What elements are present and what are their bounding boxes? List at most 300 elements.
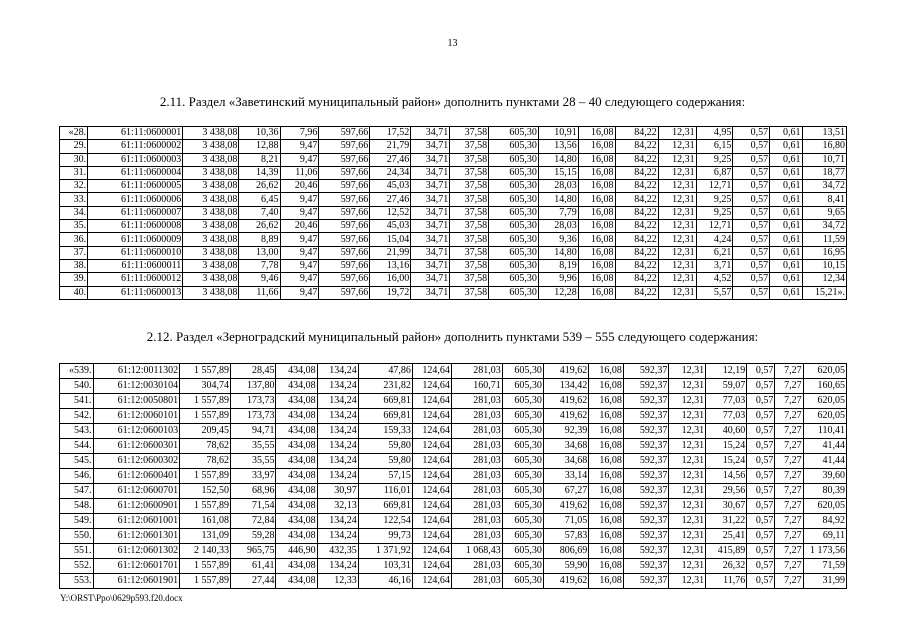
table-cell: 61,41 <box>231 559 276 574</box>
table-cell: 13,56 <box>538 140 578 153</box>
table-cell: 434,08 <box>276 394 317 409</box>
table-cell: 12,31 <box>669 379 706 394</box>
table-cell: 37,58 <box>450 286 489 299</box>
table-cell: 20,46 <box>280 220 319 233</box>
table-cell: 0,57 <box>747 499 775 514</box>
table-cell: 549. <box>60 514 94 529</box>
table-cell: 12,52 <box>370 206 411 219</box>
table-cell: 0,57 <box>747 454 775 469</box>
table-cell: 0,61 <box>770 180 802 193</box>
table-cell: 12,71 <box>696 180 733 193</box>
table-cell: 80,39 <box>803 484 846 499</box>
table-cell: 47,86 <box>358 364 412 379</box>
table-cell: 10,15 <box>802 259 846 272</box>
table-cell: 542. <box>60 409 94 424</box>
table-cell: 3 438,08 <box>183 273 239 286</box>
table-cell: 1 557,89 <box>180 364 231 379</box>
table-cell: 16,08 <box>589 439 624 454</box>
table-cell: 0,57 <box>733 153 770 166</box>
table-cell: 84,22 <box>615 246 658 259</box>
table-cell: 45,03 <box>370 180 411 193</box>
table-cell: 61:11:0600004 <box>88 166 183 179</box>
table-cell: 9,46 <box>239 273 280 286</box>
table-cell: 72,84 <box>231 514 276 529</box>
table-cell: 281,03 <box>451 514 502 529</box>
table-cell: 124,64 <box>412 364 451 379</box>
table-cell: 0,57 <box>733 180 770 193</box>
table-cell: 30,97 <box>317 484 358 499</box>
table-cell: 137,80 <box>231 379 276 394</box>
table-cell: 84,22 <box>615 273 658 286</box>
table-cell: 434,08 <box>276 469 317 484</box>
table-row <box>60 394 847 409</box>
table-cell: 27,44 <box>231 574 276 589</box>
table-cell: 34,71 <box>411 180 450 193</box>
table-cell: 12,31 <box>669 574 706 589</box>
table-cell: 16,08 <box>589 424 624 439</box>
table-cell: 35,55 <box>231 439 276 454</box>
table-cell: 2 140,33 <box>180 544 231 559</box>
table-cell: 12,31 <box>669 394 706 409</box>
table-cell: 965,75 <box>231 544 276 559</box>
table-cell: 0,57 <box>747 574 775 589</box>
table-cell: 12,31 <box>658 127 696 140</box>
table-cell: 12,31 <box>669 364 706 379</box>
table-cell: 16,08 <box>578 246 615 259</box>
table-cell: 7,27 <box>775 469 803 484</box>
table-cell: 605,30 <box>502 364 543 379</box>
table-cell: 6,87 <box>696 166 733 179</box>
table-cell: 605,30 <box>489 233 539 246</box>
table-cell: 597,66 <box>319 166 370 179</box>
table-cell: 9,25 <box>696 153 733 166</box>
table-row <box>60 193 847 206</box>
table-cell: 84,22 <box>615 180 658 193</box>
table-cell: 605,30 <box>502 379 543 394</box>
table-cell: 16,08 <box>578 193 615 206</box>
table-cell: 281,03 <box>451 574 502 589</box>
table-cell: 597,66 <box>319 140 370 153</box>
table-cell: 546. <box>60 469 94 484</box>
table-cell: 124,64 <box>412 439 451 454</box>
table-cell: 61:11:0600011 <box>88 259 183 272</box>
table-cell: 61:11:0600006 <box>88 193 183 206</box>
table-cell: 78,62 <box>180 454 231 469</box>
table-cell: 0,57 <box>733 206 770 219</box>
table-cell: 35,55 <box>231 454 276 469</box>
table-cell: 419,62 <box>543 574 588 589</box>
table-cell: 61:12:0600901 <box>93 499 180 514</box>
table-cell: 116,01 <box>358 484 412 499</box>
table-cell: 61:11:0600005 <box>88 180 183 193</box>
table-row <box>60 166 847 179</box>
table-cell: 9,47 <box>280 153 319 166</box>
table-cell: 61:12:0600103 <box>93 424 180 439</box>
table-cell: 61:11:0600001 <box>88 127 183 140</box>
table-cell: 16,08 <box>578 273 615 286</box>
table-cell: 12,19 <box>706 364 747 379</box>
table-cell: 1 557,89 <box>180 574 231 589</box>
table-cell: 12,33 <box>317 574 358 589</box>
table-cell: 605,30 <box>502 499 543 514</box>
table-cell: 134,24 <box>317 364 358 379</box>
table-cell: 134,24 <box>317 529 358 544</box>
table-cell: 78,62 <box>180 439 231 454</box>
table-cell: 12,31 <box>658 180 696 193</box>
table-cell: 14,56 <box>706 469 747 484</box>
table-cell: 10,36 <box>239 127 280 140</box>
table-cell: 9,96 <box>538 273 578 286</box>
table-cell: 281,03 <box>451 559 502 574</box>
table-cell: 605,30 <box>489 140 539 153</box>
table-cell: 605,30 <box>502 484 543 499</box>
table-cell: 131,09 <box>180 529 231 544</box>
table-cell: 124,64 <box>412 529 451 544</box>
table-cell: 34,72 <box>802 220 846 233</box>
table-cell: 3,71 <box>696 259 733 272</box>
table-cell: 1 557,89 <box>180 394 231 409</box>
table-cell: 0,57 <box>747 439 775 454</box>
table-cell: 0,57 <box>733 246 770 259</box>
table-cell: 61:11:0600012 <box>88 273 183 286</box>
table-cell: 552. <box>60 559 94 574</box>
table-cell: «28. <box>60 127 88 140</box>
table-cell: 59,07 <box>706 379 747 394</box>
table-cell: 3 438,08 <box>183 286 239 299</box>
table-cell: 124,64 <box>412 559 451 574</box>
table-cell: 34,72 <box>802 180 846 193</box>
table-cell: 7,27 <box>775 379 803 394</box>
table-cell: 281,03 <box>451 499 502 514</box>
table-cell: 16,08 <box>589 394 624 409</box>
table-cell: 84,22 <box>615 220 658 233</box>
table-cell: 419,62 <box>543 409 588 424</box>
table-cell: 57,15 <box>358 469 412 484</box>
table-cell: 620,05 <box>803 364 846 379</box>
table-cell: 94,71 <box>231 424 276 439</box>
table-cell: 27,46 <box>370 193 411 206</box>
table-cell: 7,27 <box>775 529 803 544</box>
table-cell: 8,89 <box>239 233 280 246</box>
table-cell: 15,24 <box>706 454 747 469</box>
table-cell: 59,80 <box>358 454 412 469</box>
page-number: 13 <box>447 38 458 49</box>
table-cell: 124,64 <box>412 574 451 589</box>
table-cell: 77,03 <box>706 394 747 409</box>
table-cell: 61:12:0011302 <box>93 364 180 379</box>
table-cell: 29,56 <box>706 484 747 499</box>
table-cell: 37,58 <box>450 273 489 286</box>
table-cell: 12,34 <box>802 273 846 286</box>
table-cell: 12,31 <box>669 439 706 454</box>
table-cell: 12,31 <box>658 153 696 166</box>
table-cell: 209,45 <box>180 424 231 439</box>
table-cell: 592,37 <box>623 484 668 499</box>
table-row <box>60 206 847 219</box>
table-cell: 71,59 <box>803 559 846 574</box>
table-cell: 0,61 <box>770 206 802 219</box>
table-cell: 32. <box>60 180 88 193</box>
table-cell: 45,03 <box>370 220 411 233</box>
table-cell: 16,08 <box>578 286 615 299</box>
table-cell: 0,57 <box>733 193 770 206</box>
table-cell: 11,66 <box>239 286 280 299</box>
table-cell: 14,80 <box>538 153 578 166</box>
table-cell: 806,69 <box>543 544 588 559</box>
table-cell: 30,67 <box>706 499 747 514</box>
table-cell: 34,71 <box>411 193 450 206</box>
table-cell: 434,08 <box>276 574 317 589</box>
table-cell: 605,30 <box>502 439 543 454</box>
table-cell: 124,64 <box>412 469 451 484</box>
table-cell: 0,57 <box>747 469 775 484</box>
table-cell: 434,08 <box>276 514 317 529</box>
table-cell: 124,64 <box>412 484 451 499</box>
table-cell: 160,71 <box>451 379 502 394</box>
table-cell: 15,21». <box>802 286 846 299</box>
table-cell: 3 438,08 <box>183 140 239 153</box>
table-cell: 84,22 <box>615 166 658 179</box>
table-cell: 1 557,89 <box>180 499 231 514</box>
table-cell: 134,24 <box>317 469 358 484</box>
table-cell: 31. <box>60 166 88 179</box>
table-cell: 33,97 <box>231 469 276 484</box>
table-cell: 12,28 <box>538 286 578 299</box>
table-cell: 16,08 <box>578 233 615 246</box>
table-cell: 16,80 <box>802 140 846 153</box>
table-cell: 446,90 <box>276 544 317 559</box>
table-cell: 11,06 <box>280 166 319 179</box>
table-cell: 605,30 <box>489 127 539 140</box>
table-row <box>60 180 847 193</box>
table-cell: 605,30 <box>502 409 543 424</box>
table-row <box>60 286 847 299</box>
table-cell: 3 438,08 <box>183 259 239 272</box>
table-cell: 605,30 <box>502 544 543 559</box>
table-cell: 39. <box>60 273 88 286</box>
table-cell: 16,08 <box>589 514 624 529</box>
table-cell: 0,57 <box>747 364 775 379</box>
table-cell: 669,81 <box>358 394 412 409</box>
table-cell: 61:12:0600302 <box>93 454 180 469</box>
table-cell: 9,36 <box>538 233 578 246</box>
table-cell: 0,57 <box>747 559 775 574</box>
table-cell: 34,71 <box>411 127 450 140</box>
table-cell: 122,54 <box>358 514 412 529</box>
table-cell: 134,24 <box>317 514 358 529</box>
file-path-footer: Y:\ORST\Ppo\0629p593.f20.docx <box>60 593 183 603</box>
table-cell: 32,13 <box>317 499 358 514</box>
table-cell: 10,91 <box>538 127 578 140</box>
table-cell: 7,27 <box>775 559 803 574</box>
table-row <box>60 439 847 454</box>
table-row <box>60 379 847 394</box>
table-cell: 12,31 <box>669 544 706 559</box>
table-cell: 173,73 <box>231 394 276 409</box>
table-row <box>60 499 847 514</box>
table-cell: 605,30 <box>489 193 539 206</box>
table-cell: 12,31 <box>658 193 696 206</box>
table-cell: 7,78 <box>239 259 280 272</box>
table-cell: 31,22 <box>706 514 747 529</box>
table-cell: 34,71 <box>411 153 450 166</box>
table-cell: 597,66 <box>319 259 370 272</box>
table-cell: 0,57 <box>733 233 770 246</box>
table-cell: 17,52 <box>370 127 411 140</box>
table-cell: 0,57 <box>733 273 770 286</box>
table-cell: 605,30 <box>489 220 539 233</box>
table-row <box>60 514 847 529</box>
table-cell: 592,37 <box>623 529 668 544</box>
table-cell: 281,03 <box>451 529 502 544</box>
table-cell: 152,50 <box>180 484 231 499</box>
table-cell: 419,62 <box>543 394 588 409</box>
table-cell: 3 438,08 <box>183 233 239 246</box>
table-cell: 0,57 <box>733 286 770 299</box>
table-cell: 592,37 <box>623 439 668 454</box>
table-cell: 0,57 <box>747 529 775 544</box>
table-cell: 71,05 <box>543 514 588 529</box>
table-cell: 9,47 <box>280 273 319 286</box>
table-cell: 605,30 <box>489 286 539 299</box>
table-cell: 281,03 <box>451 454 502 469</box>
table-cell: 61:12:0600301 <box>93 439 180 454</box>
table-cell: 38. <box>60 259 88 272</box>
table-cell: 0,57 <box>733 220 770 233</box>
table-cell: 59,80 <box>358 439 412 454</box>
table-cell: 434,08 <box>276 364 317 379</box>
table-cell: 3 438,08 <box>183 180 239 193</box>
table-cell: 37,58 <box>450 193 489 206</box>
table-cell: 551. <box>60 544 94 559</box>
table-row <box>60 246 847 259</box>
table-row <box>60 409 847 424</box>
table-cell: 61:12:0050801 <box>93 394 180 409</box>
table-cell: 6,21 <box>696 246 733 259</box>
table-cell: 25,41 <box>706 529 747 544</box>
table-cell: 434,08 <box>276 559 317 574</box>
table-cell: 26,32 <box>706 559 747 574</box>
table-cell: 434,08 <box>276 439 317 454</box>
table-cell: 16,08 <box>578 127 615 140</box>
table-row <box>60 153 847 166</box>
table-cell: 16,08 <box>578 206 615 219</box>
table-cell: 419,62 <box>543 364 588 379</box>
table-cell: 46,16 <box>358 574 412 589</box>
table-cell: 434,08 <box>276 484 317 499</box>
table-cell: 0,61 <box>770 193 802 206</box>
table-cell: 12,31 <box>658 259 696 272</box>
table-cell: 84,22 <box>615 193 658 206</box>
table-cell: 9,47 <box>280 140 319 153</box>
table-cell: 7,79 <box>538 206 578 219</box>
table-row <box>60 529 847 544</box>
table-cell: 605,30 <box>489 206 539 219</box>
table-cell: 9,65 <box>802 206 846 219</box>
table-cell: 281,03 <box>451 409 502 424</box>
table-cell: 281,03 <box>451 439 502 454</box>
table-cell: 12,31 <box>658 140 696 153</box>
table-cell: 592,37 <box>623 394 668 409</box>
table-cell: 281,03 <box>451 364 502 379</box>
table-cell: 605,30 <box>502 469 543 484</box>
table-cell: 0,57 <box>747 484 775 499</box>
table-cell: 84,22 <box>615 140 658 153</box>
table-cell: 3 438,08 <box>183 166 239 179</box>
table-cell: 16,08 <box>578 220 615 233</box>
table-cell: 61:12:0600701 <box>93 484 180 499</box>
table-cell: 40,60 <box>706 424 747 439</box>
table-cell: 1 173,56 <box>803 544 846 559</box>
table-cell: 0,57 <box>733 127 770 140</box>
table-cell: 669,81 <box>358 409 412 424</box>
table-cell: 0,57 <box>747 424 775 439</box>
table-cell: 620,05 <box>803 499 846 514</box>
table-cell: 34,71 <box>411 140 450 153</box>
table-cell: 597,66 <box>319 153 370 166</box>
table-cell: 12,31 <box>669 469 706 484</box>
table-cell: 12,31 <box>669 529 706 544</box>
table-row <box>60 454 847 469</box>
table-cell: 7,96 <box>280 127 319 140</box>
table-cell: 0,57 <box>733 140 770 153</box>
table-cell: 14,39 <box>239 166 280 179</box>
table-cell: 61:11:0600002 <box>88 140 183 153</box>
table-cell: 9,25 <box>696 193 733 206</box>
table-cell: 592,37 <box>623 454 668 469</box>
table-cell: 9,47 <box>280 246 319 259</box>
table-cell: 16,08 <box>578 166 615 179</box>
table-cell: 160,65 <box>803 379 846 394</box>
table-cell: 16,08 <box>589 379 624 394</box>
table-cell: 605,30 <box>502 394 543 409</box>
table-cell: 16,08 <box>589 409 624 424</box>
table-cell: 605,30 <box>489 259 539 272</box>
table-row <box>60 259 847 272</box>
table-cell: 605,30 <box>502 424 543 439</box>
table-cell: 15,04 <box>370 233 411 246</box>
table-cell: 605,30 <box>502 514 543 529</box>
table-cell: 69,11 <box>803 529 846 544</box>
table-cell: 0,61 <box>770 259 802 272</box>
table-cell: 545. <box>60 454 94 469</box>
table-cell: 134,24 <box>317 439 358 454</box>
table-cell: 61:11:0600003 <box>88 153 183 166</box>
table-cell: 620,05 <box>803 409 846 424</box>
table-cell: 8,19 <box>538 259 578 272</box>
table-cell: 12,31 <box>669 454 706 469</box>
table-cell: 84,92 <box>803 514 846 529</box>
table-cell: 605,30 <box>489 246 539 259</box>
table-cell: 134,24 <box>317 409 358 424</box>
table-cell: 4,95 <box>696 127 733 140</box>
table-row <box>60 574 847 589</box>
table-cell: 84,22 <box>615 206 658 219</box>
table-zavetinsky <box>59 126 847 300</box>
table-cell: 12,31 <box>658 233 696 246</box>
table-cell: 13,51 <box>802 127 846 140</box>
table-cell: 16,08 <box>589 364 624 379</box>
table-cell: 59,90 <box>543 559 588 574</box>
table-cell: 21,79 <box>370 140 411 153</box>
table-cell: 0,57 <box>747 394 775 409</box>
table-cell: 34,71 <box>411 206 450 219</box>
table-cell: 1 371,92 <box>358 544 412 559</box>
table-cell: 61:12:0601701 <box>93 559 180 574</box>
table-cell: 597,66 <box>319 193 370 206</box>
table-cell: 21,99 <box>370 246 411 259</box>
table-cell: 0,61 <box>770 127 802 140</box>
